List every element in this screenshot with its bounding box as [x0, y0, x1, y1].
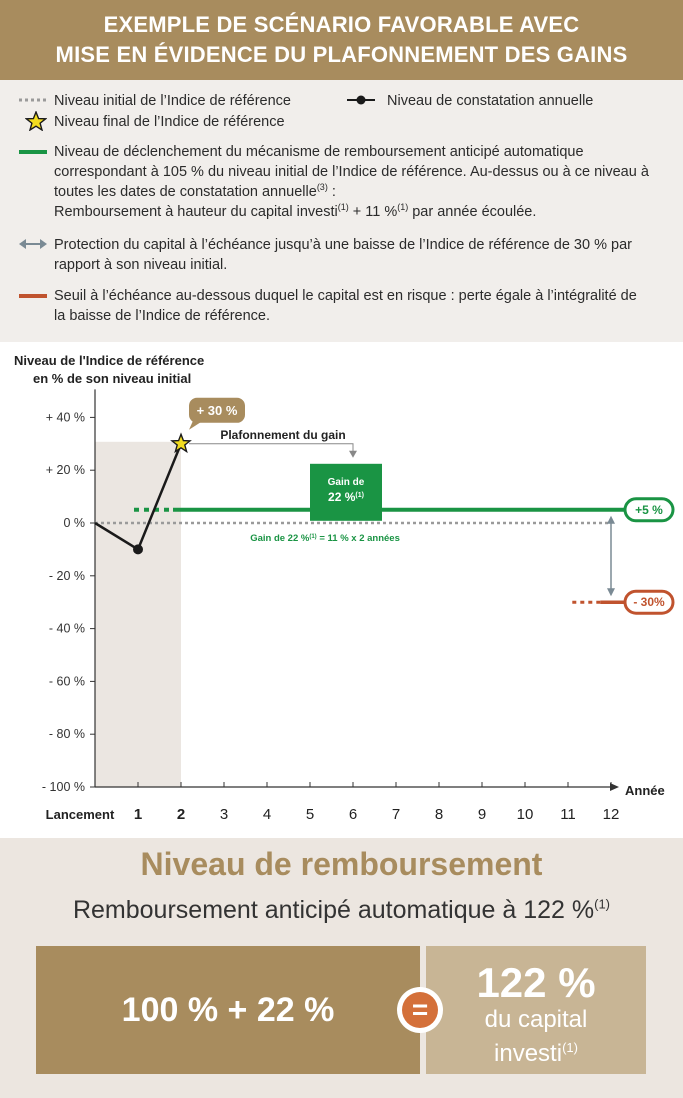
gain-box-label-2: 22 %$^{(1)}$ [328, 489, 364, 504]
equals-icon [397, 987, 443, 1033]
x-tick-label: 11 [560, 806, 576, 823]
equals-sign: = [402, 992, 438, 1028]
protection-badge-label: - 30% [633, 595, 665, 610]
legend-initial: Niveau initial de l’Indice de référence [54, 93, 291, 109]
annual-point [133, 544, 143, 554]
header-line-1: EXEMPLE DE SCÉNARIO FAVORABLE AVEC [103, 12, 580, 37]
peak-label: + 30 % [196, 402, 238, 418]
cap-label: Plafonnement du gain [220, 427, 346, 442]
protection-arrow-icon [18, 238, 48, 250]
y-tick-label: - 20 % [48, 568, 85, 583]
legend-final: Niveau final de l’Indice de référence [54, 114, 285, 130]
chart-svg [0, 342, 683, 838]
protection-arrow [607, 516, 615, 596]
y-axis-title-line-1: Niveau de l'Indice de référence [14, 353, 205, 368]
x-tick-label: 9 [477, 806, 487, 823]
legend-trigger-line-3: toutes les dates de constatation annuelle$^{(3)}$ : [54, 182, 336, 200]
x-ticks [46, 782, 620, 823]
trigger-badge-label: +5 % [635, 502, 663, 517]
header-line-2: MISE EN ÉVIDENCE DU PLAFONNEMENT DES GAINS [55, 42, 628, 67]
trigger-level-marker [18, 148, 48, 156]
protection-arrow-head-bottom [607, 588, 615, 596]
x-tick-label: 8 [434, 806, 444, 823]
y-ticks [42, 410, 95, 794]
x-tick-label: 6 [348, 806, 358, 823]
result-title: Niveau de remboursement [140, 846, 543, 882]
page-header [0, 0, 683, 80]
x-tick-label: 5 [305, 806, 315, 823]
y-axis-title-line-2: en % de son niveau initial [33, 371, 192, 386]
annual-level-marker [346, 94, 376, 106]
trigger-badge [625, 499, 673, 521]
result-formula-box [36, 946, 420, 1074]
x-tick-label: 2 [176, 806, 186, 823]
y-tick-label: + 20 % [45, 463, 85, 478]
legend-protection [54, 235, 632, 275]
x-axis-label: Année [625, 783, 665, 798]
legend-threshold [54, 286, 637, 326]
x-tick-label: 1 [133, 806, 143, 823]
legend-trigger-line-2: correspondant à 105 % du niveau initial de l’Indice de référence. Au-dessus ou à ce niveau à [54, 164, 649, 180]
shaded-period [95, 442, 181, 787]
y-tick-label: - 60 % [48, 674, 85, 689]
legend-protection-line-2: rapport à son niveau initial. [54, 257, 228, 273]
result-total: 122 % [476, 959, 596, 1006]
result-text-1: du capital [484, 1006, 588, 1033]
x-tick-label: 10 [516, 806, 534, 823]
y-tick-label: - 40 % [48, 621, 85, 636]
legend-threshold-line-2: la baisse de l’Indice de référence. [54, 308, 271, 324]
result-subtitle: Remboursement anticipé automatique à 122 %$^{(1)}$ [72, 896, 611, 924]
initial-level-marker [18, 95, 48, 105]
protection-arrow-head-top [607, 516, 615, 524]
cap-arrow-head [349, 451, 357, 458]
peak-bubble [189, 398, 245, 430]
result-formula: 100 % + 22 % [121, 990, 335, 1029]
gain-box-label-1: Gain de [327, 476, 365, 488]
y-tick-label: - 100 % [41, 780, 85, 794]
x-tick-label: Lancement [45, 807, 115, 822]
y-tick-label: 0 % [63, 516, 85, 530]
star-icon [25, 111, 47, 131]
protection-badge [625, 591, 673, 613]
gain-formula: Gain de 22 %$^{(1)}$ = 11 % x 2 années [250, 533, 400, 544]
threshold-marker [18, 292, 48, 300]
x-tick-label: 7 [391, 806, 401, 823]
x-tick-label: 3 [219, 806, 229, 823]
legend-threshold-line-1: Seuil à l’échéance au-dessous duquel le capital est en risque : perte égale à l’intégralité de [54, 288, 637, 304]
y-tick-label: + 40 % [45, 410, 85, 425]
legend-trigger-line-1: Niveau de déclenchement du mécanisme de remboursement anticipé automatique [54, 144, 584, 160]
legend-annual: Niveau de constatation annuelle [387, 93, 594, 109]
x-tick-label: 12 [602, 806, 620, 823]
legend-trigger-line-4: Remboursement à hauteur du capital investi$^{(1)}$ + 11 %$^{(1)}$ par année écoulée. [54, 202, 537, 220]
result-total-box [426, 946, 646, 1074]
result-text-2: investi$^{(1)}$ [494, 1040, 578, 1067]
x-axis-arrow [610, 783, 619, 791]
cap-arrow [189, 444, 353, 452]
legend-trigger [54, 142, 649, 222]
legend-protection-line-1: Protection du capital à l’échéance jusqu’à une baisse de l’Indice de référence de 30 % par [54, 237, 632, 253]
y-tick-label: - 80 % [48, 727, 85, 742]
x-tick-label: 4 [262, 806, 272, 823]
